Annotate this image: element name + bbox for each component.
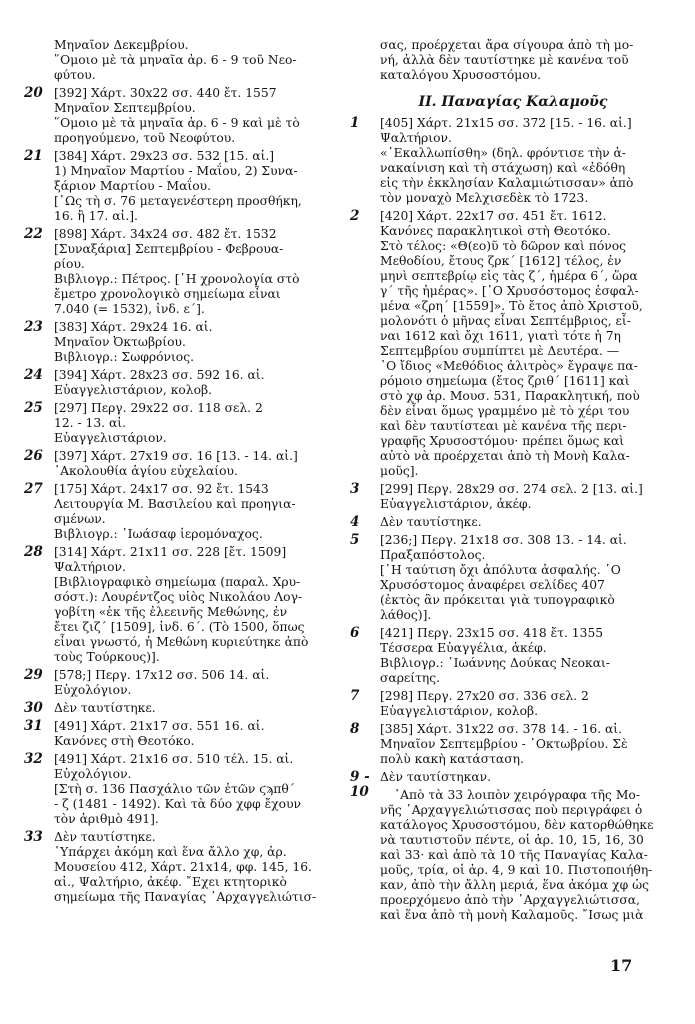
text-line: Κανόνες στὴ Θεοτόκο. [54, 734, 195, 748]
catalog-entry [24, 482, 339, 542]
catalog-entry [350, 515, 676, 530]
text-line: [298] Περγ. 27x20 σσ. 336 σελ. 2 [380, 689, 589, 703]
text-line: σαρείτης. [380, 671, 441, 685]
text-line: [384] Χάρτ. 29x23 σσ. 532 [15. αἰ.] [54, 149, 275, 163]
text-line: Βιβλιογρ.: ᾽Ιωάννης Δούκας Νεοκαι- [380, 656, 611, 670]
catalog-entry [350, 689, 676, 719]
text-line: [491] Χάρτ. 21x17 σσ. 551 16. αἰ. [54, 719, 265, 733]
entry-number: 23 [24, 319, 43, 335]
entry-number: 26 [24, 448, 43, 464]
text-line: Μηναῖον Δεκεμβρίου. [54, 38, 189, 52]
text-line: Εὐχολόγιον. [54, 767, 132, 781]
text-line: εἰς τὴν ἐκκλησίαν Καλαμιώτισσαν» ἀπὸ [380, 176, 634, 190]
entry-number: 21 [24, 148, 43, 164]
text-line: μοῦς]. [380, 464, 419, 478]
text-line: Σεπτεμβρίου συμπίπτει μὲ Δευτέρα. — [380, 344, 620, 358]
closing-paragraph [350, 788, 676, 923]
text-line: [175] Χάρτ. 24x17 σσ. 92 ἔτ. 1543 [54, 482, 269, 496]
text-line: ῾Ο ἴδιος «Μεθόδιος ἀλιτρὸς» ἔγραψε πα- [380, 359, 638, 373]
text-line: Βιβλιογρ.: ᾽Ιωάσαφ ἱερομόναχος. [54, 527, 263, 541]
entry-number: 27 [24, 481, 43, 497]
catalog-entry [350, 482, 676, 512]
text-line: Τέσσερα Εὐαγγέλια, ἀκέφ. [380, 641, 547, 655]
entry-number: 8 [350, 721, 360, 737]
text-line: [397] Χάρτ. 27x19 σσ. 16 [13. - 14. αἰ.] [54, 449, 298, 463]
entry-number: 6 [350, 625, 360, 641]
text-line: [383] Χάρτ. 29x24 16. αἰ. [54, 320, 213, 334]
catalog-entry [350, 209, 676, 479]
text-line: τὸν μοναχὸ Μελχισεδὲκ τὸ 1723. [380, 191, 589, 205]
text-line: [405] Χάρτ. 21x15 σσ. 372 [15. - 16. αἰ.] [380, 116, 632, 130]
text-line: [491] Χάρτ. 21x16 σσ. 510 τέλ. 15. αἰ. [54, 752, 294, 766]
catalog-entry [350, 116, 676, 206]
text-line: Εὐχολόγιον. [54, 683, 132, 697]
text-line: Πραξαπόστολος. [380, 548, 486, 562]
text-line: Στὸ τέλος: «Θ(εο)ῦ τὸ δῶρον καὶ πόνος [380, 239, 627, 253]
text-line: δὲν εἶναι ὅμως γραμμένο μὲ τὸ χέρι του [380, 404, 630, 418]
text-line: πολὺ κακὴ κατάσταση. [380, 752, 524, 766]
text-line: στὸ χφ ἀρ. Μουσ. 531, Παρακλητική, ποὺ [380, 389, 640, 403]
text-line: [392] Χάρτ. 30x22 σσ. 440 ἔτ. 1557 [54, 86, 277, 100]
text-line: Εὐαγγελιστάριον, κολοβ. [380, 704, 538, 718]
text-line: σημείωμα τῆς Παναγίας ᾽Αρχαγγελιώτισ- [54, 890, 317, 904]
text-line: καὶ δὲν ταυτίστεαι μὲ κανένα τῆς περι- [380, 419, 627, 433]
text-line: ξάριον Μαρτίου - Μαΐου. [54, 179, 212, 193]
text-line: [314] Χάρτ. 21x11 σσ. 228 [ἔτ. 1509] [54, 545, 287, 559]
entry-number: 3 [350, 481, 360, 497]
text-line: Λειτουργία Μ. Βασιλείου καὶ προηγια- [54, 497, 296, 511]
text-line: σας, προέρχεται ἄρα σίγουρα ἀπὸ τὴ μο- [380, 38, 634, 52]
text-line: προηγούμενο, τοῦ Νεοφύτου. [54, 131, 236, 145]
catalog-entry [24, 668, 339, 698]
entry-number: 30 [24, 700, 43, 716]
right-column [350, 38, 676, 923]
text-line: Μεθοδίου, ἔτους ζρκ´ [1612] τέλος, ἐν [380, 254, 622, 268]
text-line: ρόμοιο σημείωμα (ἔτος ζριθ´ [1611] καὶ [380, 374, 630, 388]
text-line: Δὲν ταυτίστηκε. [54, 830, 156, 844]
catalog-entry [24, 368, 339, 398]
text-line: νῆς ᾽Αρχαγγελιώτισσας ποὺ περιγράφει ὁ [380, 803, 643, 817]
section-title: ΙΙ. Παναγίας Καλαμοῦς [418, 94, 608, 110]
text-line: [Συναξάρια] Σεπτεμβρίου - Φεβρουα- [54, 242, 284, 256]
entry-number: 2 [350, 208, 360, 224]
text-line: σόστ.): Λουρέντζος υἱὸς Νικολάου Λογ- [54, 590, 303, 604]
text-line: Βιβλιογρ.: Σωφρόνιος. [54, 350, 194, 364]
text-line: Κανόνες παρακλητικοὶ στὴ Θεοτόκο. [380, 224, 611, 238]
text-line: Εὐαγγελιστάριον, κολοβ. [54, 383, 212, 397]
text-line: Μουσείου 412, Χάρτ. 21x14, φφ. 145, 16. [54, 860, 312, 874]
catalog-entry [24, 227, 339, 317]
text-line: - ζ (1481 - 1492). Καὶ τὰ δύο χφφ ἔχουν [54, 797, 302, 811]
catalog-entry [350, 722, 676, 767]
text-line: ῾Υπάρχει ἀκόμη καὶ ἕνα ἄλλο χφ, ἀρ. [54, 845, 287, 859]
text-line: ᾽Απὸ τὰ 33 λοιπὸν χειρόγραφα τῆς Μο- [394, 788, 640, 802]
text-line: νὰ ταυτιστοῦν πέντε, οἱ ἀρ. 10, 15, 16, 30 [380, 833, 644, 847]
entry-number: 7 [350, 688, 360, 704]
entry-number: 28 [24, 544, 43, 560]
text-line: ἔτει ζιζ´ [1509], ἰνδ. 6´. (Τὸ 1500, ὅπως [54, 620, 305, 634]
text-line: ῞Ομοιο μὲ τὰ μηναῖα ἀρ. 6 - 9 τοῦ Νεο- [54, 53, 297, 67]
entry-number: 24 [24, 367, 43, 383]
text-line: νακαίνιση καὶ τὴ στάχωση) καὶ «ἐδόθη [380, 161, 626, 175]
text-line: σμένων. [54, 512, 106, 526]
text-line: μοῦς, τρία, οἱ ἀρ. 4, 9 καὶ 10. Πιστοποιήθη- [380, 863, 653, 877]
catalog-entry [24, 86, 339, 146]
catalog-entry [24, 545, 339, 665]
text-line: Ψαλτήριον. [380, 131, 452, 145]
text-line: κατάλογος Χρυσοστόμου, δὲν κατορθώθηκε [380, 818, 654, 832]
text-line: μηνὶ σεπτεβρίῳ εἰς τὰς ζ´, ἡμέρα 6´, ὥρα [380, 269, 638, 283]
text-line: 1) Μηναῖον Μαρτίου - Μαΐου, 2) Συνα- [54, 164, 298, 178]
text-line: [236;] Περγ. 21x18 σσ. 308 13. - 14. αἰ. [380, 533, 627, 547]
catalog-entry [24, 320, 339, 365]
text-line: [394] Χάρτ. 28x23 σσ. 592 16. αἰ. [54, 368, 265, 382]
text-line: γραφῆς Χρυσοστόμου· πρέπει ὅμως καὶ [380, 434, 625, 448]
text-line: 16. ἢ 17. αἰ.]. [54, 209, 138, 223]
catalog-entry [24, 149, 339, 224]
page-number: 17 [610, 956, 633, 975]
entry-number: 29 [24, 667, 43, 683]
text-line: τοὺς Τούρκους)]. [54, 650, 160, 664]
text-line: [898] Χάρτ. 34x24 σσ. 482 ἔτ. 1532 [54, 227, 277, 241]
catalog-entry [24, 830, 339, 905]
text-line: Δὲν ταυτίστηκε. [380, 515, 482, 529]
text-line: καὶ 33· καὶ ἀπὸ τὰ 10 τῆς Παναγίας Καλα- [380, 848, 648, 862]
text-line: 12. - 13. αἰ. [54, 416, 127, 430]
text-line: αὐτὸ νὰ προέρχεται ἀπὸ τὴ Μονὴ Καλα- [380, 449, 630, 463]
text-line: Ψαλτήριον. [54, 560, 126, 574]
text-line: [Βιβλιογραφικὸ σημείωμα (παραλ. Χρυ- [54, 575, 301, 589]
entry-number: 31 [24, 718, 43, 734]
text-line: [297] Περγ. 29x22 σσ. 118 σελ. 2 [54, 401, 263, 415]
left-column [24, 38, 339, 908]
text-line: φύτου. [54, 68, 96, 82]
text-line: εἶναι γνωστό, ἡ Μεθώνη κυριεύτηκε ἀπὸ [54, 635, 309, 649]
text-line: ἔμετρο χρονολογικὸ σημείωμα εἶναι [54, 287, 281, 301]
text-line: καταλόγου Χρυσοστόμου. [380, 68, 542, 82]
text-line: [420] Χάρτ. 22x17 σσ. 451 ἔτ. 1612. [380, 209, 607, 223]
entry-number: 33 [24, 829, 43, 845]
text-line: [578;] Περγ. 17x12 σσ. 506 14. αἰ. [54, 668, 270, 682]
text-line: μένα «ζρη´ [1559]». Τὸ ἔτος ἀπὸ Χριστοῦ, [380, 299, 643, 313]
text-line: ῞Ομοιο μὲ τὰ μηναῖα ἀρ. 6 - 9 καὶ μὲ τὸ [54, 116, 300, 130]
catalog-entry [24, 752, 339, 827]
text-line: λάθος)]. [380, 608, 432, 622]
catalog-entry [24, 449, 339, 479]
catalog-entry [24, 401, 339, 446]
text-line: [῾Η ταύτιση ὄχι ἀπόλυτα ἀσφαλής. ῾Ο [380, 563, 621, 577]
text-line: [385] Χάρτ. 31x22 σσ. 378 14. - 16. αἰ. [380, 722, 623, 736]
text-line: (ἐκτὸς ἂν πρόκειται γιὰ τυπογραφικὸ [380, 593, 615, 607]
text-line: νή, ἀλλὰ δὲν ταυτίστηκε μὲ κανένα τοῦ [380, 53, 629, 67]
text-line: ναι 1612 καὶ ὄχι 1611, γιατὶ τότε ἡ 7η [380, 329, 621, 343]
text-line: Μηναῖον Σεπτεμβρίου - ᾽Οκτωβρίου. Σὲ [380, 737, 628, 751]
catalog-entry [24, 701, 339, 716]
text-line: [299] Περγ. 28x29 σσ. 274 σελ. 2 [13. αἰ.] [380, 482, 643, 496]
text-line: Βιβλιογρ.: Πέτρος. [῾Η χρονολογία στὸ [54, 272, 300, 286]
text-line: ᾽Ακολουθία ἁγίου εὐχελαίου. [54, 464, 238, 478]
entry-number: 25 [24, 400, 43, 416]
text-line: Εὐαγγελιστάριον. [54, 431, 167, 445]
text-line: τὸν ἀριθμὸ 491]. [54, 812, 159, 826]
entry-number: 32 [24, 751, 43, 767]
catalog-entry [24, 38, 339, 83]
catalog-entry [350, 626, 676, 686]
entry-number: 4 [350, 514, 360, 530]
entry-number: 5 [350, 532, 360, 548]
text-line: ρίου. [54, 257, 85, 271]
text-line: γ´ τῆς ἡμέρας». [῾Ο Χρυσόστομος ἐσφαλ- [380, 284, 639, 298]
entry-number: 1 [350, 115, 360, 131]
catalog-entry [24, 719, 339, 749]
text-line: Μηναῖον Ὀκτωβρίου. [54, 335, 186, 349]
text-line: Χρυσόστομος ἀναφέρει σελίδες 407 [380, 578, 605, 592]
text-line: αἰ., Ψαλτήριο, ἀκέφ. ῎Εχει κτητορικὸ [54, 875, 287, 889]
text-line: μολονότι ὁ μῆνας εἶναι Σεπτέμβριος, εἶ- [380, 314, 631, 328]
text-line: 7.040 (= 1532), ἰνδ. ε´]. [54, 302, 205, 316]
text-line: καν, ἀπὸ τὴν ἄλλη μεριά, ἕνα ἀκόμα χφ ὡς [380, 878, 650, 892]
continued-text [350, 38, 676, 83]
text-line: Εὐαγγελιστάριον, ἀκέφ. [380, 497, 532, 511]
text-line: [῾Ως τὴ σ. 76 μεταγενέστερη προσθήκη, [54, 194, 302, 208]
catalog-entry [350, 533, 676, 623]
entry-number: 20 [24, 85, 43, 101]
text-line: Δὲν ταυτίστηκαν. [380, 770, 492, 784]
text-line: «᾽Εκαλλωπίσθη» (δηλ. φρόντισε τὴν ἀ- [380, 146, 626, 160]
text-line: Δὲν ταυτίστηκε. [54, 701, 156, 715]
text-line: Μηναῖον Σεπτεμβρίου. [54, 101, 196, 115]
entry-number: 9 - 10 [350, 769, 370, 800]
text-line: προερχόμενο ἀπὸ τὴν ᾽Αρχαγγελιώτισσα, [380, 893, 640, 907]
text-line: [Στὴ σ. 136 Πασχάλιο τῶν ἐτῶν ϛϡπθ´ [54, 782, 295, 796]
text-line: καὶ ἕνα ἀπὸ τὴ μονὴ Καλαμοῦς. ῎Ισως μιὰ [380, 908, 644, 922]
entry-number: 22 [24, 226, 43, 242]
text-line: γοβίτη «ἐκ τῆς ἐλεεινῆς Μεθώνης, ἐν [54, 605, 288, 619]
text-line: [421] Περγ. 23x15 σσ. 418 ἔτ. 1355 [380, 626, 604, 640]
